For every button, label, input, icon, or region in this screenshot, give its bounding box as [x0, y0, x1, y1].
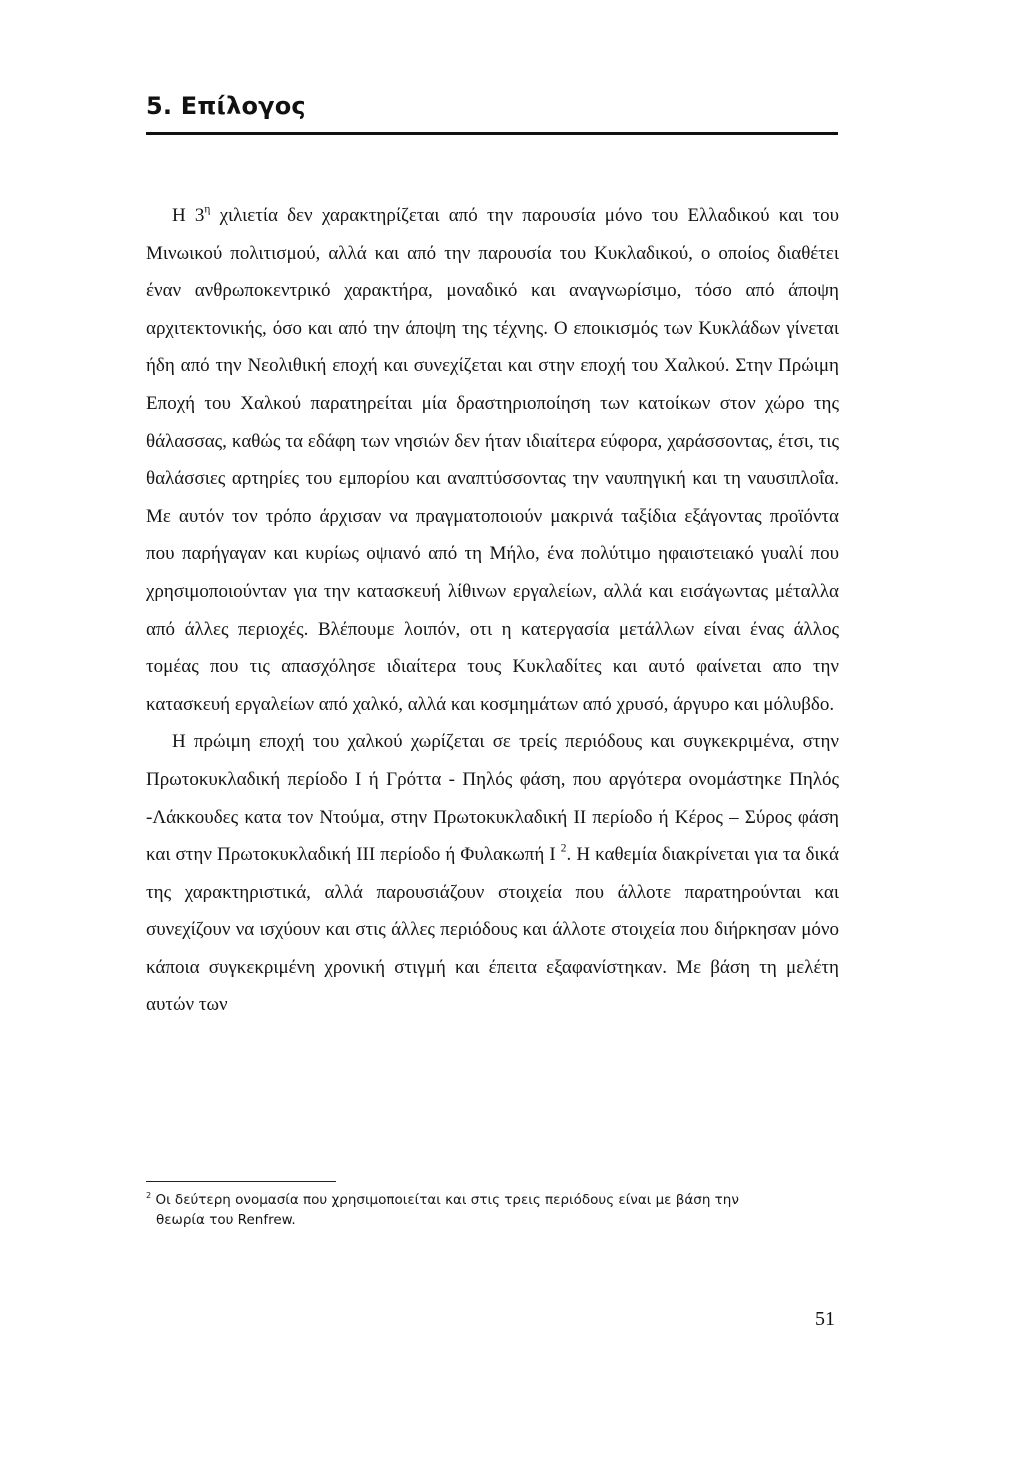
ordinal-superscript: η	[204, 203, 211, 216]
footnote-text-1: Οι δεύτερη ονομασία που χρησιμοποιείται και στις τρεις περιόδους είναι με βάση την	[151, 1192, 739, 1208]
paragraph-2-text: . Η καθεμία διακρίνεται για τα δικά της χαρακτηριστικά, αλλά παρουσιάζουν στοιχεία που άλλοτε παρατηρούνται και συνεχίζουν να ισχύουν και στις άλλες περιόδους και άλλοτε στοιχεία που διήρκησαν μόνο κάποια συγκεκριμένη χρονική στιγμή και έπειτα εξαφανίστηκαν. Με βάση τη μελέτη αυτών των	[146, 844, 839, 1016]
body-text	[146, 197, 839, 1024]
footnote-separator	[146, 1181, 336, 1182]
paragraph-2	[146, 723, 839, 1024]
footnote-marker: 2	[146, 1189, 152, 1200]
footnote-line-1	[146, 1190, 839, 1210]
heading-underline	[146, 132, 838, 135]
footnote-text-2: θεωρία του Renfrew.	[156, 1212, 296, 1228]
footnote-line-2	[146, 1210, 839, 1230]
paragraph-1-text: χιλιετία δεν χαρακτηρίζεται από την παρουσία μόνο του Ελλαδικού και του Μινωικού πολιτισμού, αλλά και από την παρουσία του Κυκλαδικού, ο οποίος διαθέτει έναν ανθρωποκεντρικό χαρακτήρα, μοναδικό και αναγνωρίσιμο, τόσο από άποψη αρχιτεκτονικής, όσο και από την άποψη της τέχνης. Ο εποικισμός των Κυκλάδων γίνεται ήδη από την Νεολιθική εποχή και συνεχίζεται και στην εποχή του Χαλκού. Στην Πρώιμη Εποχή του Χαλκού παρατηρείται μία δραστηριοποίηση των κατοίκων στον χώρο της θάλασσας, καθώς τα εδάφη των νησιών δεν ήταν ιδιαίτερα εύφορα, χαράσσοντας, έτσι, τις θαλάσσιες αρτηρίες του εμπορίου και αναπτύσσοντας την ναυπηγική και τη ναυσιπλοΐα. Με αυτόν τον τρόπο άρχισαν να πραγματοποιούν μακρινά ταξίδια εξάγοντας προϊόντα που παρήγαγαν και κυρίως οψιανό από τη Μήλο, ένα πολύτιμο ηφαιστειακό γυαλί που χρησιμοποιούνταν για την κατασκευή λίθινων εργαλείων, αλλά και εισάγωντας μέταλλα από άλλες περιοχές. Βλέπουμε λοιπόν, οτι η κατεργασία μετάλλων είναι ένας άλλος τομέας που τις απασχόλησε ιδιαίτερα τους Κυκλαδίτες και αυτό φαίνεται απο την κατασκευή εργαλείων από χαλκό, αλλά και κοσμημάτων από χρυσό, άργυρο και μόλυβδο.	[146, 205, 839, 715]
section-heading: 5. Επίλογος	[146, 92, 306, 120]
footnote	[146, 1190, 839, 1230]
footnote-reference: 2	[560, 842, 567, 855]
paragraph-1	[146, 197, 839, 723]
paragraph-2-start: Η πρώιμη εποχή του χαλκού χωρίζεται σε τρείς περιόδους και συγκεκριμένα, στην Πρωτοκυκλαδική περίοδο I ή Γρόττα - Πηλός φάση, που αργότερα ονομάστηκε Πηλός -Λάκκουδες κατα τον Ντούμα, στην Πρωτοκυκλαδική II περίοδο ή Κέρος – Σύρος φάση και στην Πρωτοκυκλαδική III περίοδο ή Φυλακωπή I	[146, 731, 839, 866]
page-number: 51	[815, 1308, 835, 1330]
paragraph-1-start: Η 3	[172, 205, 205, 226]
